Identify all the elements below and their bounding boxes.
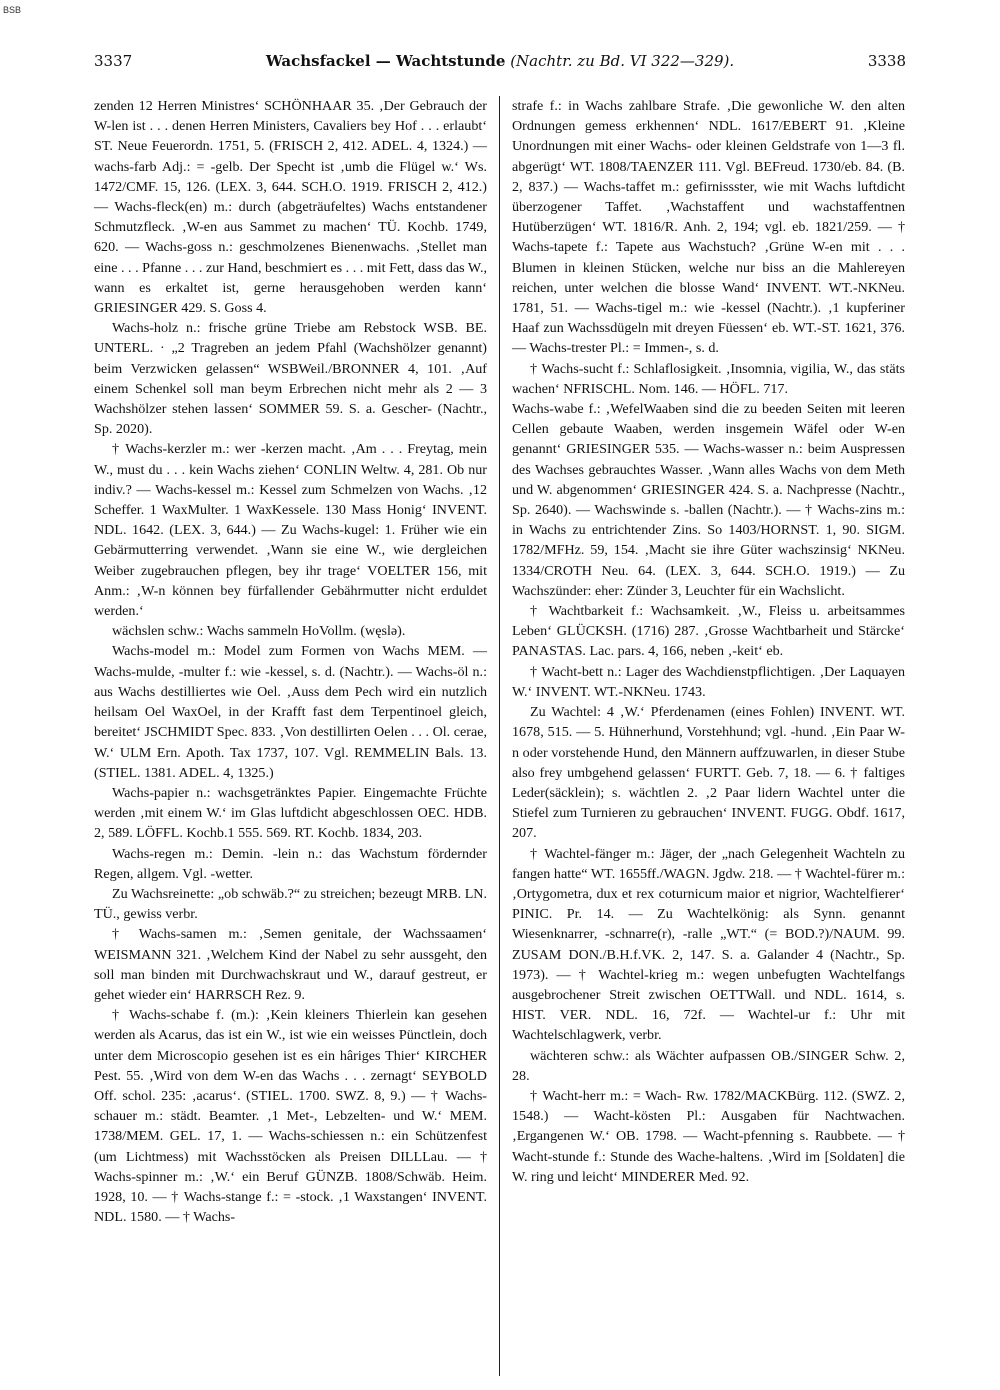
entry-paragraph: † Wachs-kerzler m.: wer -kerzen macht. ‚Am . . . Freytag, mein W., must du . . . kein Wachs ziehen‘ CONLIN Weltw. 4, 281. Ob nur indiv.? — Wachs-kessel m.: Kessel zum Schmelzen von Wachs. ‚12 Scheffer. 1 WaxMulter. 1 WaxKessele. 130 Mass Honig‘ INVENT. NDL. 1642. (LEX. 3, 644.) — Zu Wachs-kugel: 1. Früher wie ein Gebärmutterring verwendet. ‚Wann sie eine W., wie dergleichen Weiber zugebrauchen pflegen, bey ihr trage‘ VOELTER 156, mit Anm.: ‚W-n können bey fürfallender Gebährmutter nicht erduldet werden.‘ xyxy=(94,441,487,620)
entry-paragraph: † Wachs-sucht f.: Schlaflosigkeit. ‚Insomnia, vigilia, W., das stäts wachen‘ NFRISCHL. Nom. 146. — HÖFL. 717. xyxy=(512,360,905,397)
entry-paragraph: wächteren schw.: als Wächter aufpassen OB./SINGER Schw. 2, 28. xyxy=(512,1047,905,1084)
entry-paragraph: † Wacht-bett n.: Lager des Wachdienstpflichtigen. ‚Der Laquayen W.‘ INVENT. WT.-NKNeu. 1743. xyxy=(512,663,905,700)
page-number-right: 3338 xyxy=(867,52,906,70)
entry-paragraph: Zu Wachsreinette: „ob schwäb.?“ zu streichen; bezeugt MRB. LN. TÜ., gewiss verbr. xyxy=(94,885,487,923)
entry-paragraph: Wachs-model m.: Model zum Formen von Wachs MEM. — Wachs-mulde, -multer f.: wie -kessel, s. d. (Nachtr.). — Wachs-öl n.: aus Wachs destilliertes wie Oel. ‚Auss dem Pech wird ein nutzlich heilsam Oel WaxOel, in der Krafft fast dem Terpentinoel gleich, bereitet‘ JSCHMIDT Spec. 833. ‚Von destillirten Oelen . . . Ol. cerae, W.‘ ULM Ern. Apoth. Tax 1737, 107. Vgl. REMMELIN Bals. 13. (STIEL. 1381. ADEL. 4, 1325.) xyxy=(94,643,487,781)
column-divider xyxy=(499,96,500,1376)
right-column xyxy=(512,96,905,1187)
left-column xyxy=(94,96,487,1227)
entry-paragraph: Wachs-holz n.: frische grüne Triebe am Rebstock WSB. BE. UNTERL. · „2 Tragreben an jedem Pfahl (Wachshölzer genannt) beim Verzwicken gelassen“ WSBWeil./BRONNER 4, 101. ‚Auf einem Schenkel soll man beym Erbrechen nicht mehr als 2 — 3 Wachshölzer stehen lassen‘ SOMMER 59. S. a. Gescher- (Nachtr., Sp. 2020). xyxy=(94,320,487,438)
entry-paragraph: † Wachs-schabe f. (m.): ‚Kein kleiners Thierlein kan gesehen werden als Acarus, das ist ein W., ist wie ein weisses Pünctlein, doch unter dem Microscopio gesehen ist es ein hâriges Thier‘ KIRCHER Pest. 55. ‚Wird von dem W-en das Wachs . . . zernagt‘ SEYBOLD Off. schol. 235: ‚acarus‘. (STIEL. 1700. SWZ. 8, 9.) — † Wachs-schauer m.: städt. Beamter. ‚1 Met-, Lebzelten- und W.‘ MEM. 1738/MEM. GEL. 17, 1. — Wachs-schiessen n.: ein Schützenfest (um Lichtmess) mit Wachsstöcken als Preisen DILLLau. — † Wachs-spinner m.: ‚W.‘ ein Beruf GÜNZB. 1808/Schwäb. Heim. 1928, 10. — † Wachs-stange f.: = -stock. ‚1 Waxstangen‘ INVENT. NDL. 1580. — † Wachs- xyxy=(94,1007,487,1226)
running-title-subtitle: (Nachtr. zu Bd. VI 322—329). xyxy=(510,52,735,70)
running-title xyxy=(94,52,906,70)
entry-paragraph: † Wachs-samen m.: ‚Semen genitale, der Wachssaamen‘ WEISMANN 321. ‚Welchem Kind der Nabel zu sehr aussgeht, den soll man binden mit Durchwachskraut und W., darauf gestreut, er gehet wieder ein‘ HARRSCH Rez. 9. xyxy=(94,926,487,1003)
entry-paragraph: † Wacht-herr m.: = Wach- Rw. 1782/MACKBürg. 112. (SWZ. 2, 1548.) — Wacht-kösten Pl.: Ausgaben für Nachtwachen. ‚Ergangenen W.‘ OB. 1798. — Wacht-pfenning s. Raubbete. — † Wacht-stunde f.: Stunde des Wache-haltens. ‚Wird im [Soldaten] die W. ring und leicht‘ MINDERER Med. 92. xyxy=(512,1087,905,1185)
entry-paragraph: zenden 12 Herren Ministres‘ SCHÖNHAAR 35. ‚Der Gebrauch der W-len ist . . . denen Herren Ministers, Cavaliers bey Hof . . . erlaubt‘ ST. Neue Feuerordn. 1751, 5. (FRISCH 2, 412. ADEL. 4, 1324.) — wachs-farb Adj.: = -gelb. Der Specht ist ‚umb die Flügel w.‘ Ws. 1472/CMF. 15, 126. (LEX. 3, 644. SCH.O. 1919. FRISCH 2, 412.) — Wachs-fleck(en) m.: durch (abgeträufeltes) Wachs entstandener Schmutzfleck. ‚W-en aus Sammet zu machen‘ TÜ. Kochb. 1749, 620. — Wachs-goss n.: geschmolzenes Bienenwachs. ‚Stellet man eine . . . Pfanne . . . zur Hand, beschmiert es . . . mit Fett, dass das W., wann es erkaltet ist, gerne herausgehoben werden kann‘ GRIESINGER 429. S. Goss 4. xyxy=(94,98,487,317)
entry-paragraph: Wachs-papier n.: wachsgetränktes Papier. Eingemachte Früchte werden ‚mit einem W.‘ im Glas luftdicht abgeschlossen OEC. HDB. 2, 589. LÖFFL. Kochb.1 555. 569. RT. Kochb. 1834, 203. xyxy=(94,784,487,842)
entry-paragraph: Zu Wachtel: 4 ‚W.‘ Pferdenamen (eines Fohlen) INVENT. WT. 1678, 515. — 5. Hühnerhund, Vorstehhund; vgl. -hund. ‚Ein Paar W-n oder vorstehende Hund, den Männern auffzuwarlen, in dieser Stube also frey umbgehend gelassen‘ FURTT. Geb. 7, 18. — 6. † faltiges Leder(säcklein); s. wächtlen 2. ‚2 Paar lidern Wachtel unter die Stiefel zum Turnieren zu gebrauchen‘ INVENT. FUGG. Obdf. 1617, 207. xyxy=(512,704,905,842)
page-header xyxy=(94,52,906,74)
page-number-left: 3337 xyxy=(94,52,133,70)
entry-paragraph: † Wachtel-fänger m.: Jäger, der „nach Gelegenheit Wachteln zu fangen hatte“ WT. 1655ff./WAGN. Jgdw. 218. — † Wachtel-fürer m.: ‚Ortygometra, dux et rex coturnicum maior et nigrior, Wachtelfierer‘ PINIC. Pr. 14. — Zu Wachtelkönig: als Synn. genannt Wiesenknarrer, -schnarre(r), -ralle „WT.“ (= BOD.?)/NAUM. 99. ZUSAM DON./B.H.f.VK. 2, 147. S. a. Galander 4 (Nachtr., Sp. 1973). — † Wachtel-krieg m.: wegen unbefugten Wachtelfangs ausgebrochener Streit zwischen OETTWall. und NDL. 1614, s. HIST. VER. NDL. 16, 72f. — Wachtel-ur f.: Uhr mit Wachtelschlagwerk, verbr. xyxy=(512,845,905,1044)
entry-paragraph: Wachs-regen m.: Demin. -lein n.: das Wachstum fördernder Regen, allgem. Vgl. -wetter. xyxy=(94,845,487,882)
entry-paragraph: Wachs-wabe f.: ‚WefelWaaben sind die zu beeden Seiten mit leeren Cellen gebaute Waaben, werden insgemein Wäfel oder W-en genannt‘ GRIESINGER 535. — Wachs-wasser n.: beim Auspressen des Wachses gebrauchtes Wasser. ‚Wann alles Wachs von dem Meth und W. abgenommen‘ GRIESINGER 424. S. a. Nachpresse (Nachtr., Sp. 2640). — Wachswinde s. -ballen (Nachtr.). — † Wachs-zins m.: in Wachs zu entrichtender Zins. So 1403/HORNST. 1, 90. SIGM. 1782/MFHz. 59, 154. ‚Macht sie ihre Güter wachszinsig‘ NKNeu. 1334/CROTH Neu. 64. (LEX. 3, 644. SCH.O. 1919.) — Zu Wachszünder: eher: Zünder 3, Leuchter für ein Wachslicht. xyxy=(512,401,905,599)
entry-paragraph: † Wachtbarkeit f.: Wachsamkeit. ‚W., Fleiss u. arbeitsammes Leben‘ GLÜCKSH. (1716) 287. ‚Grosse Wachtbarheit und Stärcke‘ PANASTAS. Lac. pars. 4, 166, neben ‚-keit‘ eb. xyxy=(512,603,905,660)
running-title-main: Wachsfackel — Wachtstunde xyxy=(265,52,506,70)
entry-paragraph: strafe f.: in Wachs zahlbare Strafe. ‚Die gewonliche W. den alten Ordnungen gemess erkhennen‘ NDL. 1617/EBERT 91. ‚Kleine Unordnungen mit einer Wachs- oder kleinen Geldstrafe von 1—3 fl. abgerügt‘ WT. 1808/TAENZER 111. Vgl. BEFreud. 1730/eb. 84. (B. 2, 837.) — Wachs-taffet m.: gefirnissster, wie mit Wachs luftdicht überzogener Taffet. ‚Wachstaffent und wachstaffentnen Hutüberzügen‘ WT. 1816/R. Anh. 2, 194; vgl. eb. 1821/259. — † Wachs-tapete f.: Tapete aus Wachstuch? ‚Grüne W-en mit . . . Blumen in kleinen Stücken, welche nur biss an die Mahlereyen reichen, unter welchen die blosse Wand‘ INVENT. WT.-NKNeu. 1781, 51. — Wachs-tigel m.: wie -kessel (Nachtr.). ‚1 kupferiner Haaf zun Wachssdügeln mit dreyen Füessen‘ eb. WT.-ST. 1621, 376. — Wachs-trester Pl.: = Immen-, s. d. xyxy=(512,98,905,357)
entry-paragraph: wächslen schw.: Wachs sammeln HoVollm. (węslə). xyxy=(112,623,406,640)
library-stamp: BSB xyxy=(3,5,22,15)
